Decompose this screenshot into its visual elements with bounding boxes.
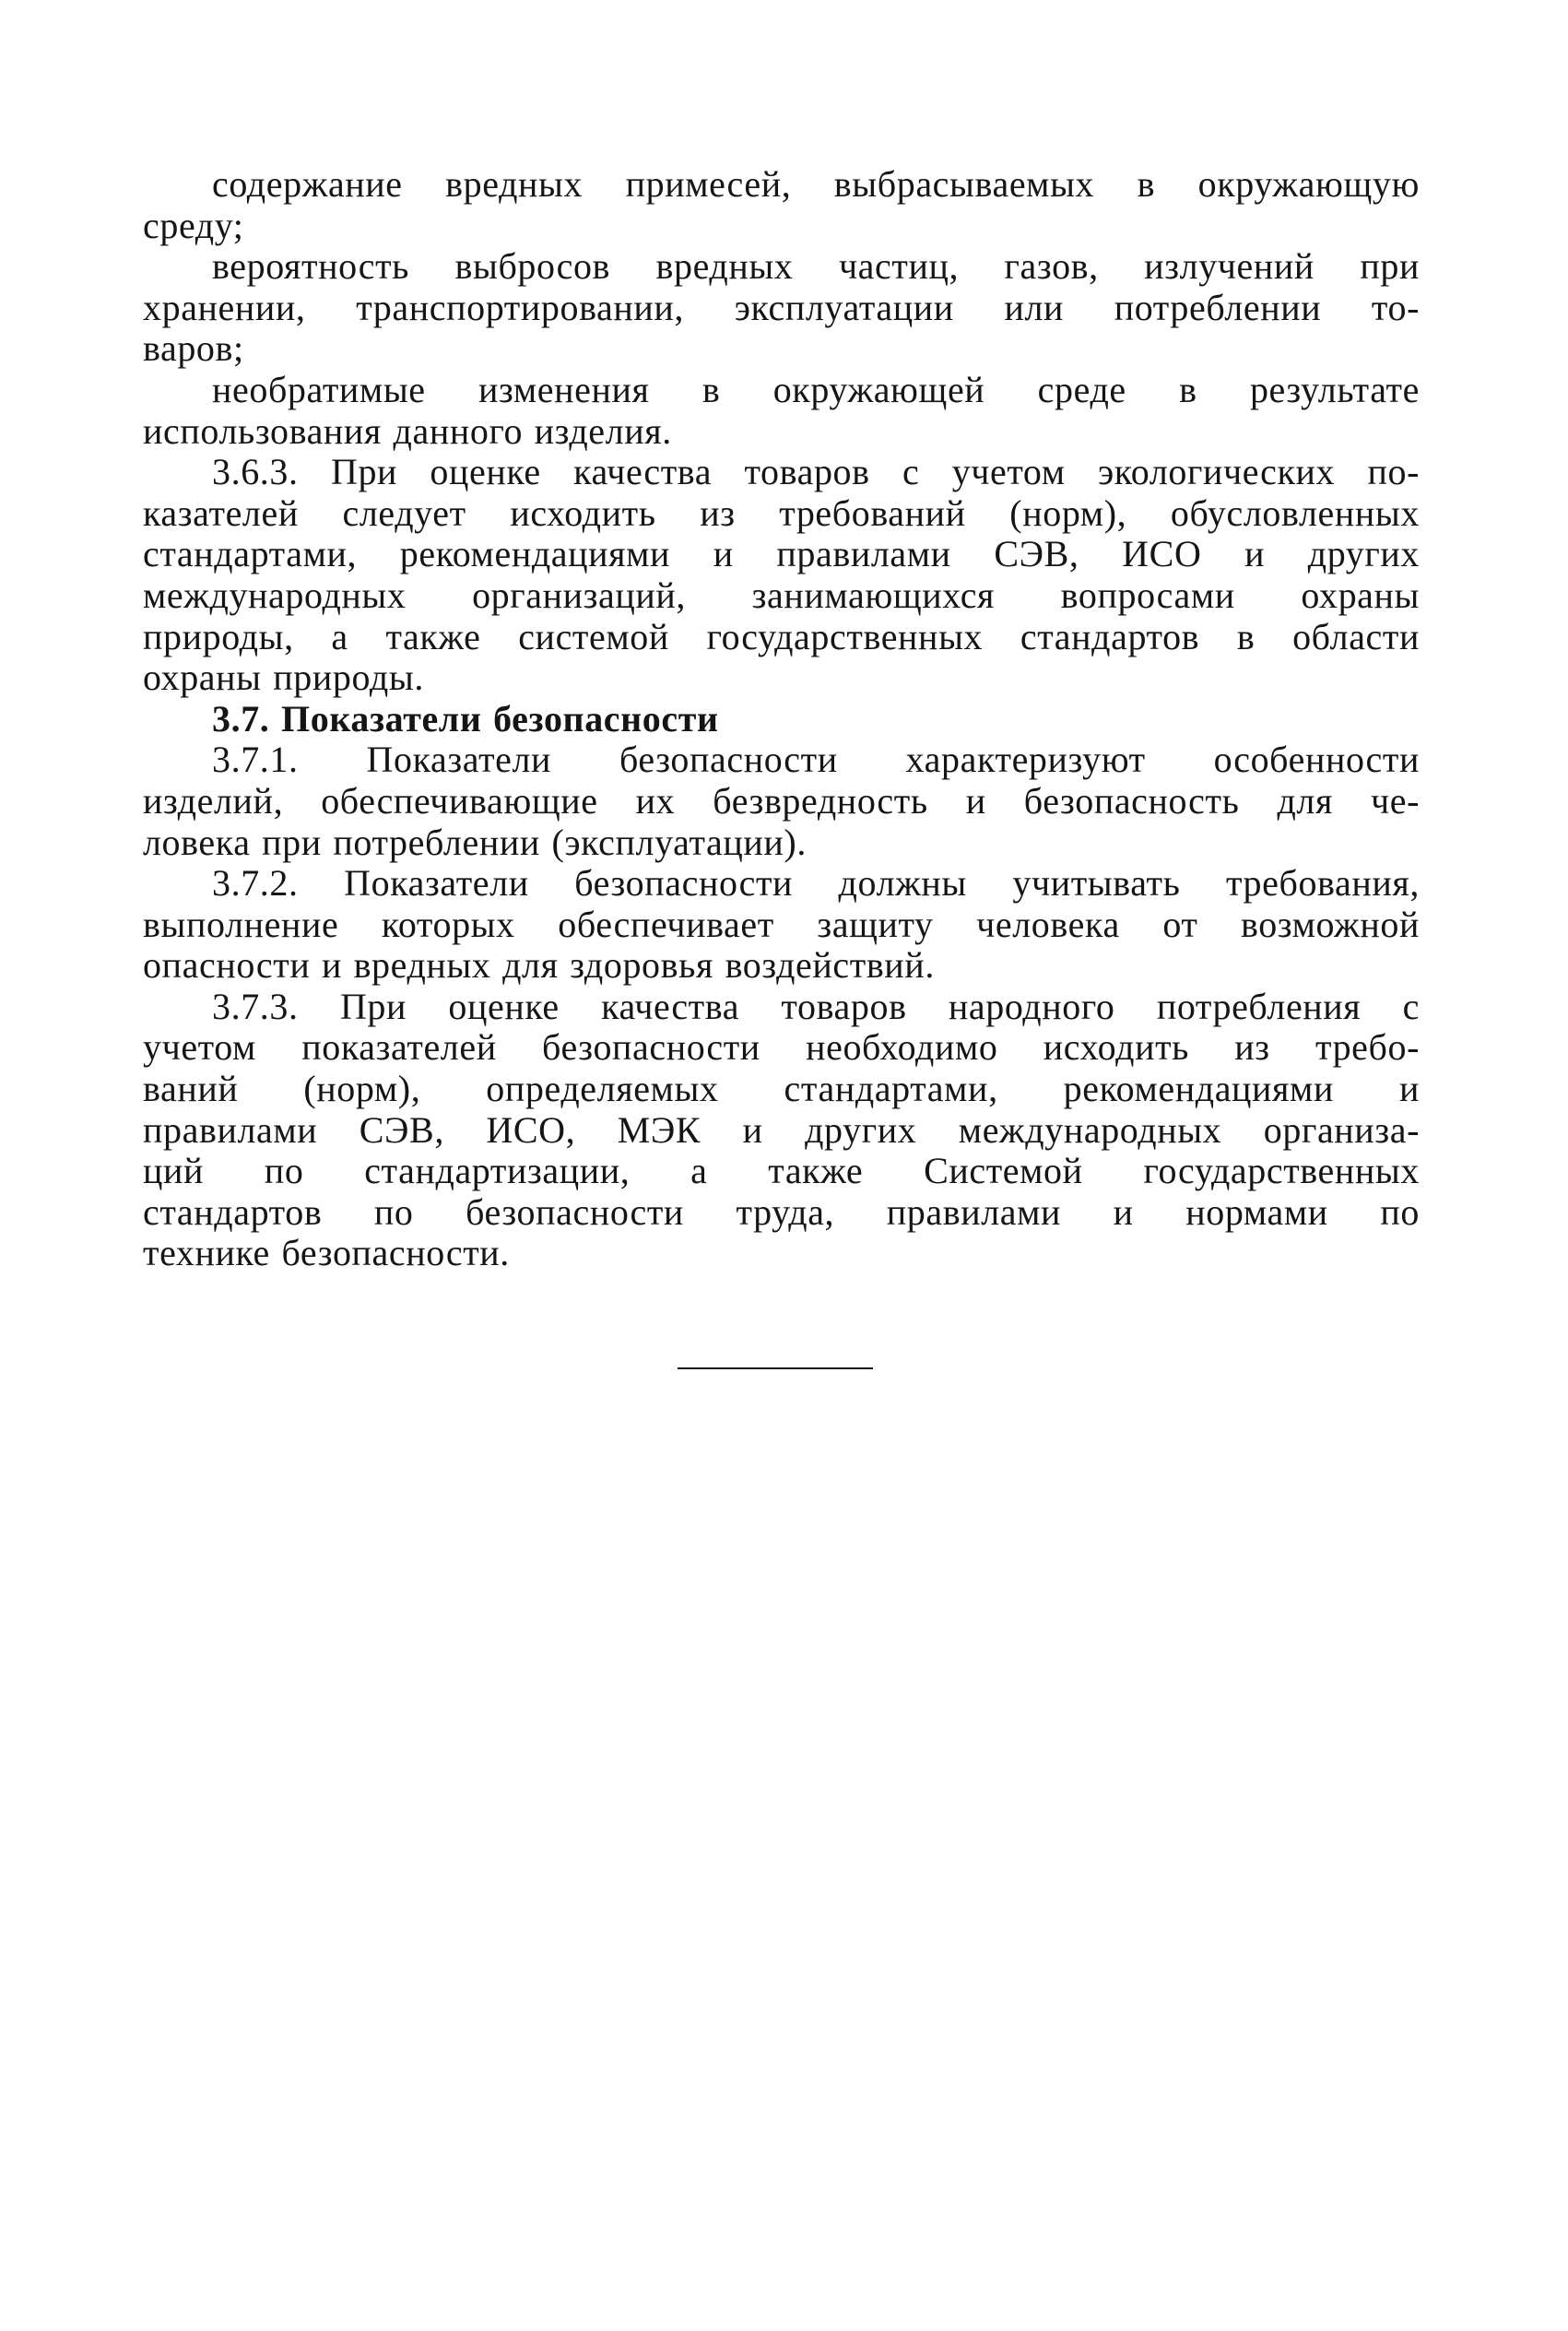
text-line: изделий, обеспечивающие их безвредность и безопасность для че- — [143, 780, 1420, 822]
text-line: ловека при потреблении (эксплуатации). — [143, 821, 807, 863]
text-line: использования данного изделия. — [143, 409, 672, 452]
text-line: стандартов по безопасности труда, правилами и нормами по — [143, 1191, 1420, 1233]
text-line: учетом показателей безопасности необходимо исходить из требо- — [143, 1027, 1420, 1069]
text-line: среду; — [143, 204, 244, 246]
text-line: вероятность выбросов вредных частиц, газов, излучений при — [212, 246, 1420, 288]
text-line: хранении, транспортировании, эксплуатации или потреблении то- — [143, 287, 1420, 328]
text-line: правилами СЭВ, ИСО, МЭК и других международных организа- — [143, 1109, 1420, 1151]
document-body — [143, 164, 1420, 1274]
text-line: 3.7.1. Показатели безопасности характеризуют особенности — [212, 740, 1420, 781]
text-line: выполнение которых обеспечивает защиту человека от возможной — [143, 904, 1420, 945]
text-line: необратимые изменения в окружающей среде в результате — [212, 369, 1420, 410]
end-rule — [678, 1367, 873, 1369]
text-line: международных организаций, занимающихся вопросами охраны — [143, 574, 1420, 616]
text-line: 3.7.2. Показатели безопасности должны учитывать требования, — [212, 863, 1420, 905]
text-line: варов; — [143, 327, 244, 370]
text-line: содержание вредных примесей, выбрасываемых в окружающую — [212, 164, 1420, 205]
text-line: казателей следует исходить из требований (норм), обусловленных — [143, 492, 1420, 534]
text-line: ваний (норм), определяемых стандартами, рекомендациями и — [143, 1069, 1420, 1110]
text-line: стандартами, рекомендациями и правилами СЭВ, ИСО и других — [143, 534, 1420, 575]
text-line: 3.6.3. При оценке качества товаров с учетом экологических по- — [212, 452, 1420, 493]
text-line: технике безопасности. — [143, 1232, 510, 1274]
text-line: охраны природы. — [143, 657, 424, 699]
text-line: природы, а также системой государственных стандартов в области — [143, 616, 1420, 657]
section-heading: 3.7. Показатели безопасности — [212, 697, 719, 740]
text-line: 3.7.3. При оценке качества товаров народного потребления с — [212, 986, 1420, 1027]
text-line: опасности и вредных для здоровья воздействий. — [143, 944, 935, 987]
text-line: ций по стандартизации, а также Системой государственных — [143, 1151, 1420, 1192]
